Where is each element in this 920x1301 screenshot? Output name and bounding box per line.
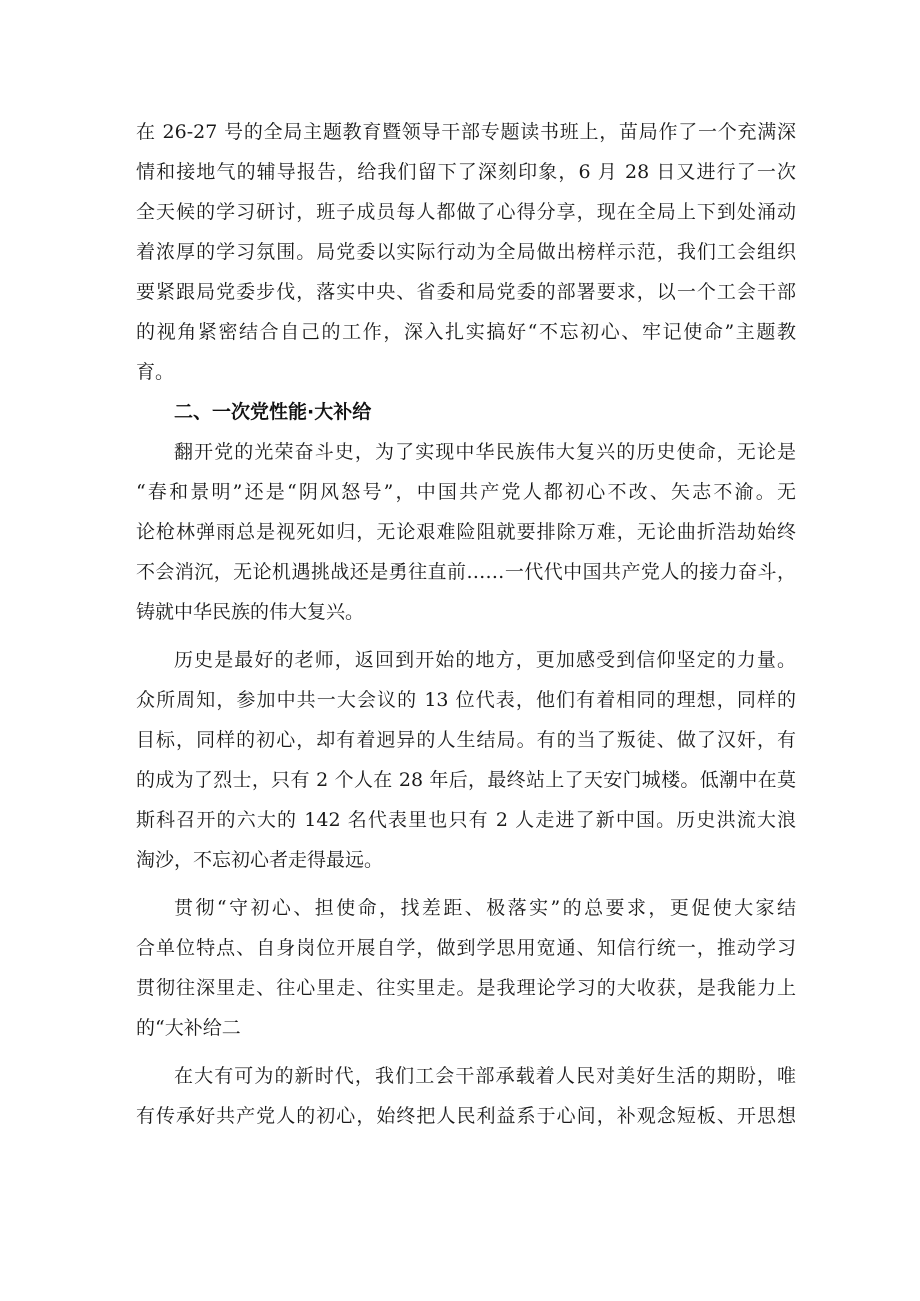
paragraph-4 — [136, 888, 796, 1048]
text-line: 历史是最好的老师，返回到开始的地方，更加感受到信仰坚定的力量。 — [174, 649, 796, 671]
text-line: 的视角紧密结合自己的工作，深入扎实搞好“不忘初心、牢记使命”主题教 — [136, 321, 796, 343]
text-line: 不会消沉，无论机遇挑战还是勇往直前……一代代中国共产党人的接力奋斗， — [136, 561, 796, 583]
paragraph-1 — [136, 112, 796, 392]
text-line: 贯彻往深里走、往心里走、往实里走。是我理论学习的大收获，是我能力上 — [136, 977, 796, 999]
text-line: 论枪林弹雨总是视死如归，无论艰难险阻就要排除万难，无论曲折浩劫始终 — [136, 521, 796, 543]
text-line: 铸就中华民族的伟大复兴。 — [136, 601, 365, 623]
section-heading: 二、一次党性能·大补给 — [174, 401, 372, 423]
text-line: 育。 — [136, 361, 175, 383]
text-line: 有传承好共产党人的初心，始终把人民利益系于心间，补观念短板、开思想 — [136, 1105, 796, 1127]
document-body — [136, 112, 796, 1136]
text-line: “春和景明”还是“阴风怒号”，中国共产党人都初心不改、矢志不渝。无 — [136, 481, 796, 503]
text-line: 合单位特点、自身岗位开展自学，做到学思用宽通、知信行统一，推动学习 — [136, 937, 796, 959]
text-line: 在大有可为的新时代，我们工会干部承载着人民对美好生活的期盼，唯 — [174, 1065, 796, 1087]
text-line: 目标，同样的初心，却有着迥异的人生结局。有的当了叛徒、做了汉奸，有 — [136, 729, 796, 751]
text-line: 贯彻“守初心、担使命，找差距、极落实”的总要求，更促使大家结 — [174, 897, 796, 919]
text-line: 的成为了烈士，只有 2 个人在 28 年后，最终站上了天安门城楼。低潮中在莫 — [136, 769, 796, 791]
paragraph-3 — [136, 640, 796, 880]
paragraph-gap — [136, 1048, 796, 1056]
text-line: 全天候的学习研讨，班子成员每人都做了心得分享，现在全局上下到处涌动 — [136, 201, 796, 223]
paragraph-5 — [136, 1056, 796, 1136]
text-line: 的“大补给二 — [136, 1017, 241, 1039]
paragraph-gap — [136, 632, 796, 640]
paragraph-2 — [136, 432, 796, 632]
paragraph-gap — [136, 880, 796, 888]
text-line: 淘沙，不忘初心者走得最远。 — [136, 849, 384, 871]
text-line: 情和接地气的辅导报告，给我们留下了深刻印象，6 月 28 日又进行了一次 — [136, 161, 796, 183]
text-line: 在 26-27 号的全局主题教育暨领导干部专题读书班上，苗局作了一个充满深 — [136, 121, 796, 143]
text-line: 斯科召开的六大的 142 名代表里也只有 2 人走进了新中国。历史洪流大浪 — [136, 809, 796, 831]
text-line: 众所周知，参加中共一大会议的 13 位代表，他们有着相同的理想，同样的 — [136, 689, 796, 711]
text-line: 着浓厚的学习氛围。局党委以实际行动为全局做出榜样示范，我们工会组织 — [136, 241, 796, 263]
text-line: 翻开党的光荣奋斗史，为了实现中华民族伟大复兴的历史使命，无论是 — [174, 441, 796, 463]
text-line: 要紧跟局党委步伐，落实中央、省委和局党委的部署要求，以一个工会干部 — [136, 281, 796, 303]
